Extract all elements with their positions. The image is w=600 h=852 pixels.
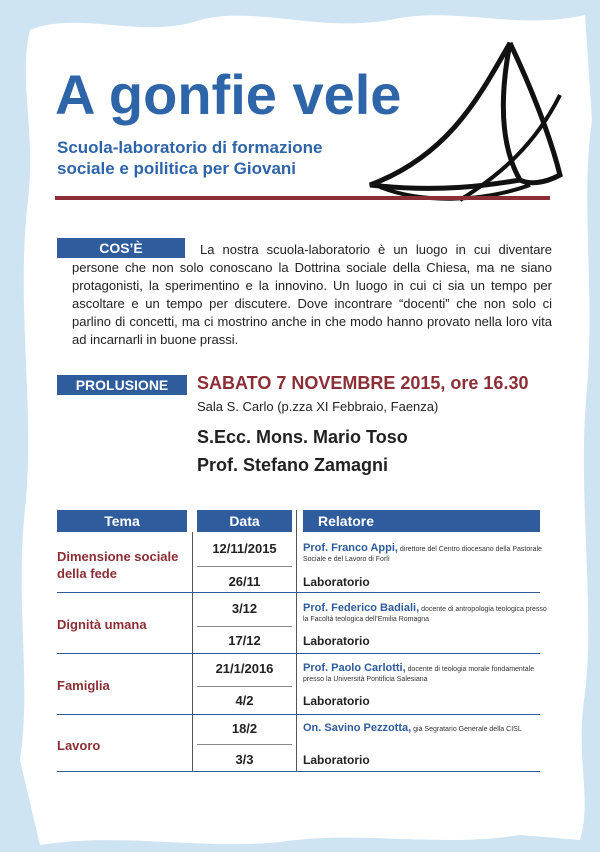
relatore-desc: docente di antropologia teologica presso la Facoltà teologica dell’Emilia Romagna xyxy=(303,606,547,623)
prolusione-place: Sala S. Carlo (p.zza XI Febbraio, Faenza) xyxy=(197,399,439,414)
date-cell: 26/11 xyxy=(228,574,261,589)
relatore-name: On. Savino Pezzotta, xyxy=(303,722,412,734)
date-cell: 3/3 xyxy=(235,752,254,767)
date-cell: 17/12 xyxy=(228,633,261,648)
date-divider xyxy=(197,744,292,745)
laboratorio-label: Laboratorio xyxy=(303,634,370,648)
row-divider xyxy=(57,653,540,654)
laboratorio-label: Laboratorio xyxy=(303,575,370,589)
laboratorio-label: Laboratorio xyxy=(303,753,370,767)
relatore-cell xyxy=(303,723,548,735)
relatore-desc: già Segratario Generale della CISL xyxy=(413,726,522,733)
date-cell: 18/2 xyxy=(231,721,258,736)
relatore-desc: docente di teologia morale fondamentale presso la Università Pontificia Salesiana xyxy=(303,666,535,683)
date-cell: 21/1/2016 xyxy=(215,661,274,676)
date-divider xyxy=(197,686,292,687)
cose-description: La nostra scuola-laboratorio è un luogo in cui diventare persone che non solo conoscano la Dottrina sociale della Chiesa, ma ne siano protagonisti, la sperimentino e la innovino. Un luogo in cui ci sia un tempo per ascoltare e un tempo per discutere. Dove incontrare “docenti” che non solo ci parlino di concetti, ma ci mostrino anche in che modo hanno provato nella loro vita ad incarnarli in buone prassi. xyxy=(72,242,552,347)
laboratorio-label: Laboratorio xyxy=(303,694,370,708)
prolusione-label: PROLUSIONE xyxy=(57,375,187,395)
subtitle-line: sociale e poilitica per Giovani xyxy=(57,159,297,178)
relatore-name: Prof. Paolo Carlotti, xyxy=(303,662,406,674)
tema-cell: Dimensione sociale della fede xyxy=(57,549,179,581)
column-header-data: Data xyxy=(197,510,292,532)
tema-cell: Dignità umana xyxy=(57,617,147,632)
subtitle-line: Scuola-laboratorio di formazione xyxy=(57,138,323,157)
speaker-name: Prof. Stefano Zamagni xyxy=(197,455,389,475)
relatore-cell xyxy=(303,663,548,685)
cose-label: COS’È xyxy=(57,238,185,258)
relatore-cell xyxy=(303,603,548,625)
row-divider xyxy=(57,714,540,715)
relatore-name: Prof. Franco Appi, xyxy=(303,542,398,554)
date-divider xyxy=(197,566,292,567)
speaker-name: S.Ecc. Mons. Mario Toso xyxy=(197,427,408,447)
column-divider xyxy=(192,532,193,772)
tema-cell: Famiglia xyxy=(57,678,110,693)
column-divider xyxy=(296,510,297,772)
tema-cell: Lavoro xyxy=(57,738,101,753)
page-title: A gonfie vele xyxy=(55,63,402,126)
date-cell: 12/11/2015 xyxy=(212,541,277,556)
column-header-relatore: Relatore xyxy=(303,510,540,532)
relatore-name: Prof. Federico Badiali, xyxy=(303,602,420,614)
column-header-tema: Tema xyxy=(57,510,187,532)
date-cell: 3/12 xyxy=(231,601,258,616)
relatore-desc: direttore del Centro diocesano della Pastorale Sociale e del Lavoro di Forlì xyxy=(303,546,542,563)
page-subtitle xyxy=(57,137,377,179)
row-divider xyxy=(57,771,540,772)
row-divider xyxy=(57,592,540,593)
relatore-cell xyxy=(303,543,548,565)
header-divider xyxy=(55,196,550,200)
date-cell: 4/2 xyxy=(235,693,254,708)
prolusione-date: SABATO 7 NOVEMBRE 2015, ore 16.30 xyxy=(197,373,529,393)
date-divider xyxy=(197,626,292,627)
